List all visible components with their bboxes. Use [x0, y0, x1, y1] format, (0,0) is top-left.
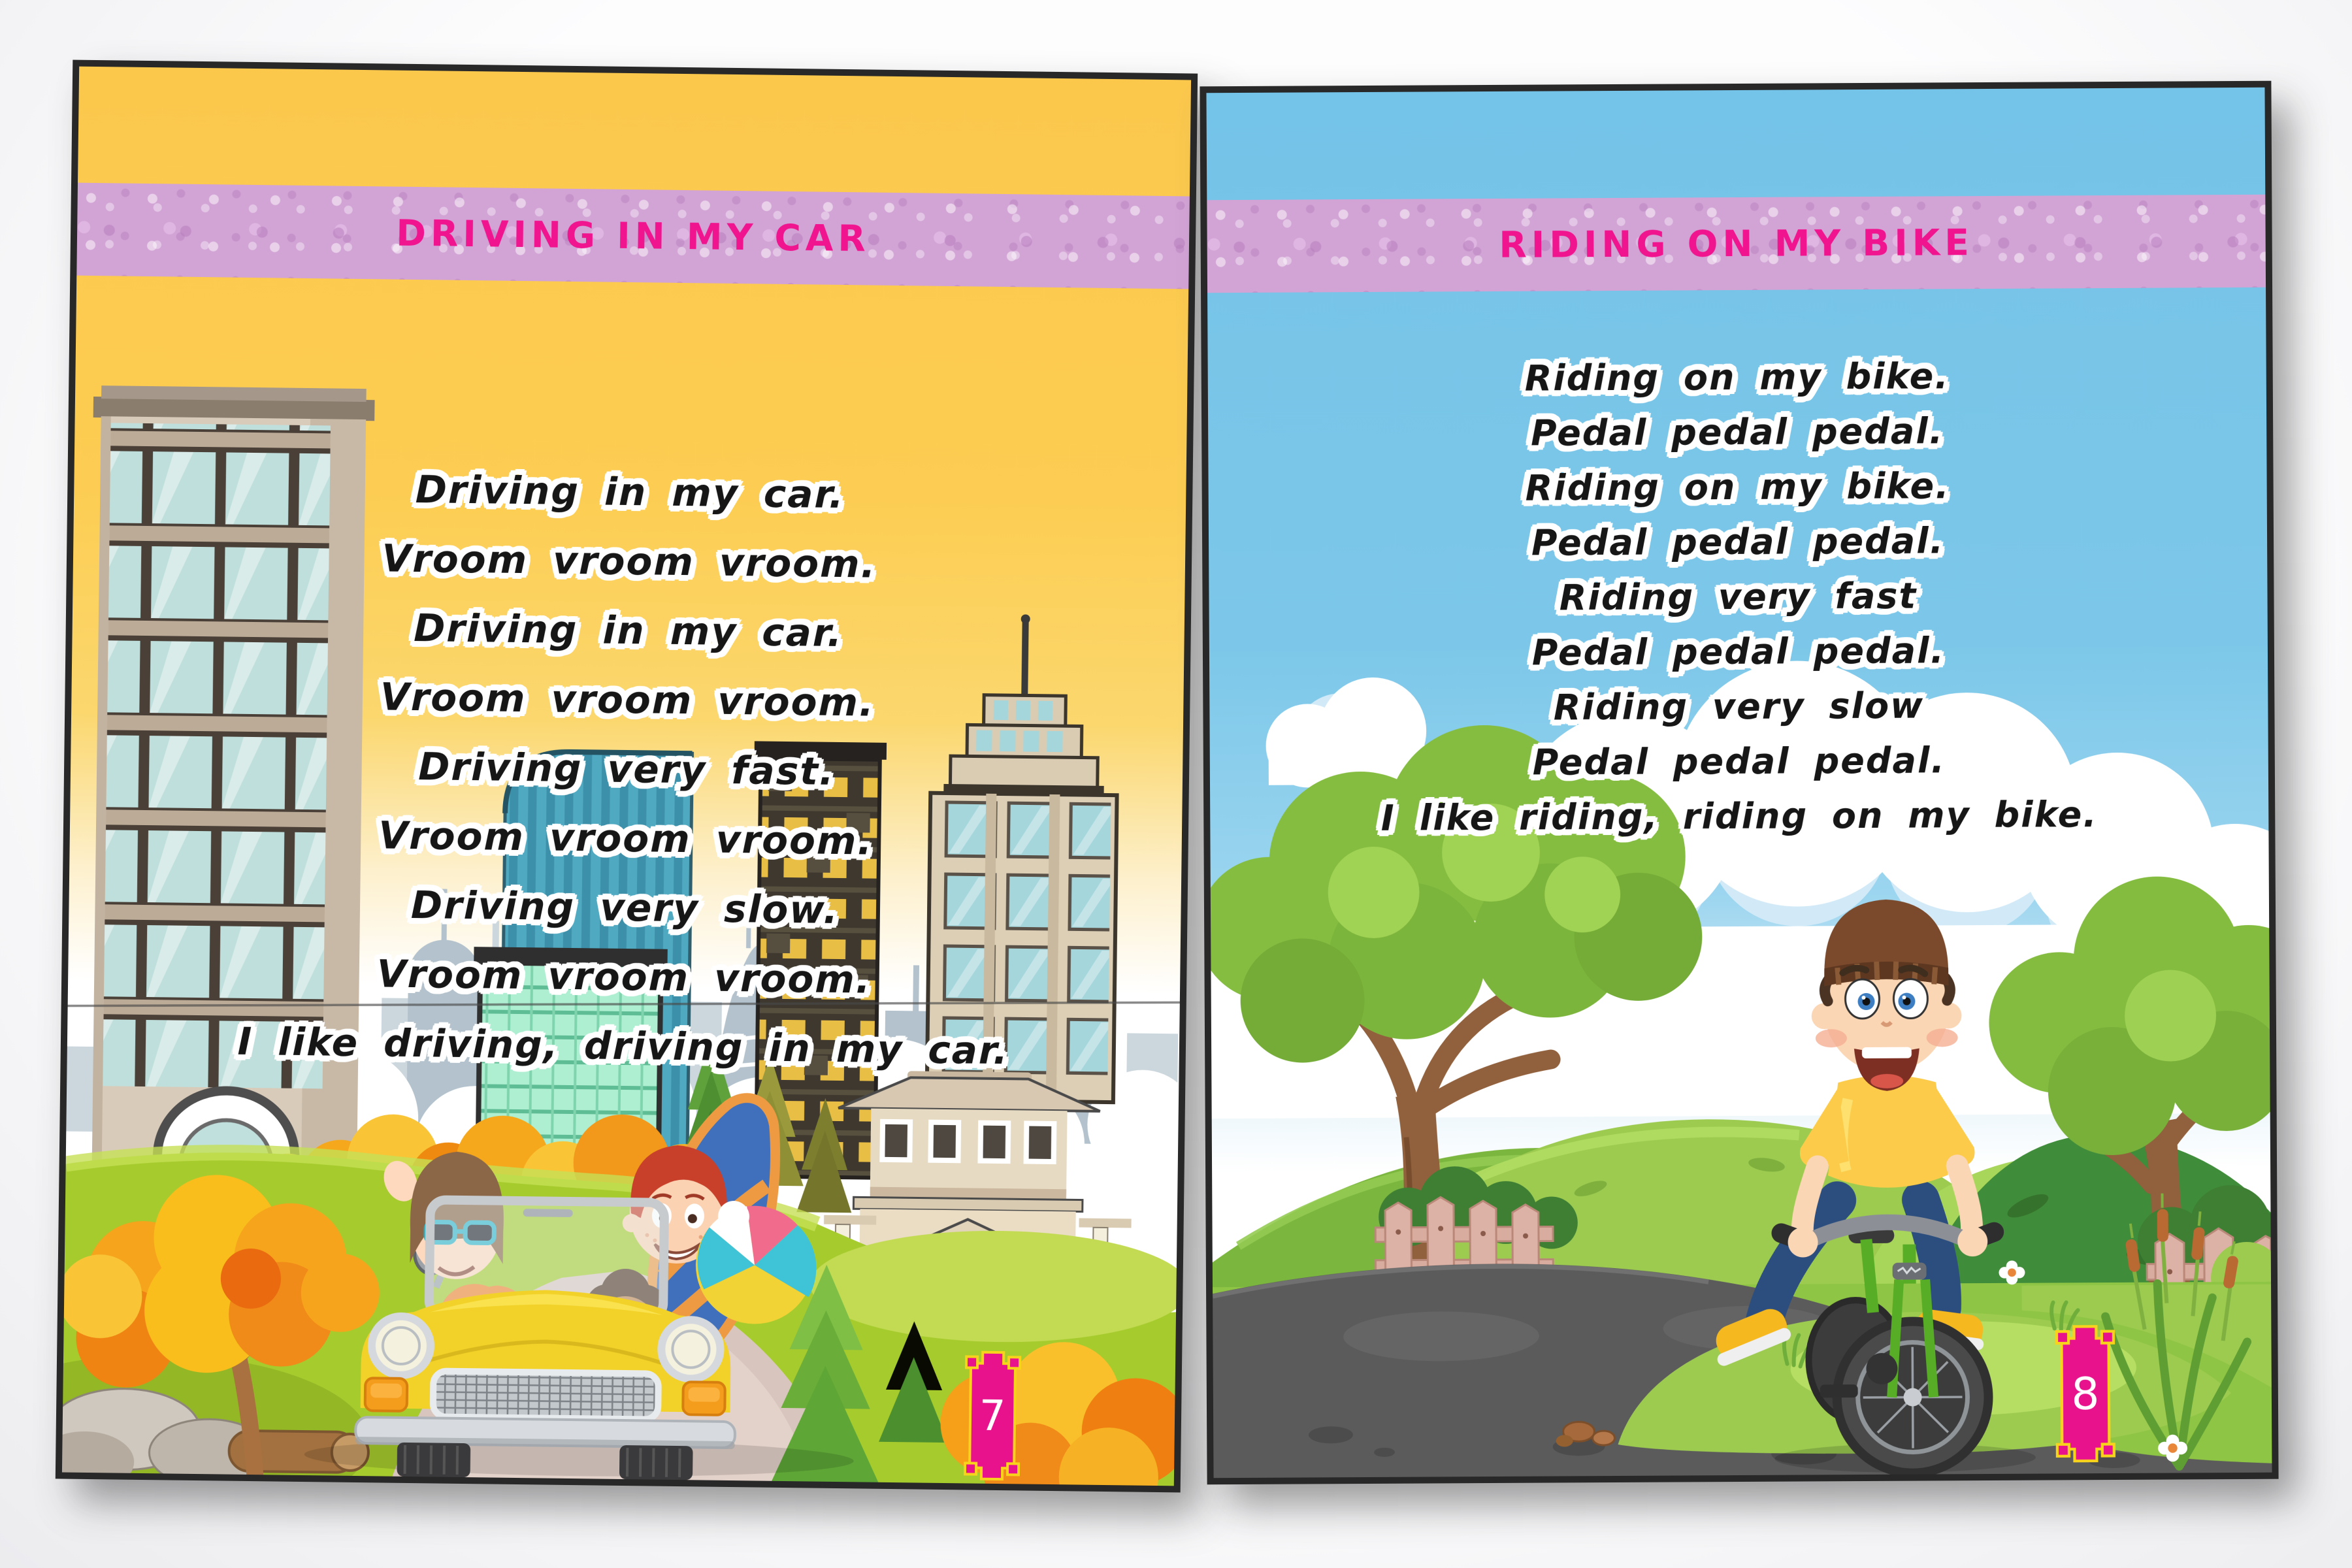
poem-line: Vroom vroom vroom. [382, 536, 877, 587]
page-driving-in-my-car [56, 60, 1198, 1493]
poem-line: Riding very slow [1553, 685, 1925, 728]
page-title-right: RIDING ON MY BIKE [1499, 221, 1974, 266]
poem-line: Driving in my car. [415, 467, 845, 517]
title-banner-left [76, 183, 1190, 289]
front-wheel [1837, 1321, 1989, 1473]
poem-riding [1208, 348, 2269, 847]
poem-line: I like driving, driving in my car. [237, 1019, 1009, 1073]
page-number-right: 8 [2071, 1367, 2100, 1420]
page-number-badge-right [2050, 1311, 2120, 1477]
badge-shape [2050, 1311, 2120, 1477]
poem-line: Vroom vroom vroom. [380, 674, 875, 725]
boy-left-hand [1788, 1227, 1818, 1257]
poem-line: Riding on my bike. [1524, 355, 1950, 399]
page-number-left: 7 [979, 1392, 1006, 1441]
poem-line: Pedal pedal pedal. [1531, 520, 1945, 564]
poem-line: Pedal pedal pedal. [1531, 630, 1946, 674]
poem-line: Driving very fast. [417, 744, 836, 794]
poem-line: Driving in my car. [413, 606, 843, 656]
poem-driving [67, 451, 1186, 1088]
poem-line: Vroom vroom vroom. [378, 813, 874, 864]
poem-line: Vroom vroom vroom. [376, 951, 872, 1002]
boy-right-hand [1957, 1226, 1987, 1256]
poem-line: Pedal pedal pedal. [1532, 740, 1946, 783]
poem-line: Riding very fast [1559, 575, 1918, 619]
poem-line: Driving very slow. [410, 882, 840, 932]
badge-shape [958, 1350, 1026, 1481]
poem-line: Pedal pedal pedal. [1530, 410, 1944, 454]
poem-line: Riding on my bike. [1525, 465, 1950, 509]
bike-pedal [1820, 1384, 1858, 1397]
page-riding-on-my-bike [1200, 81, 2278, 1485]
page-title-left: DRIVING IN MY CAR [396, 212, 871, 260]
title-banner-right [1207, 195, 2266, 293]
poem-line: I like riding, riding on my bike. [1380, 794, 2098, 839]
page-number-badge-left [958, 1350, 1026, 1481]
